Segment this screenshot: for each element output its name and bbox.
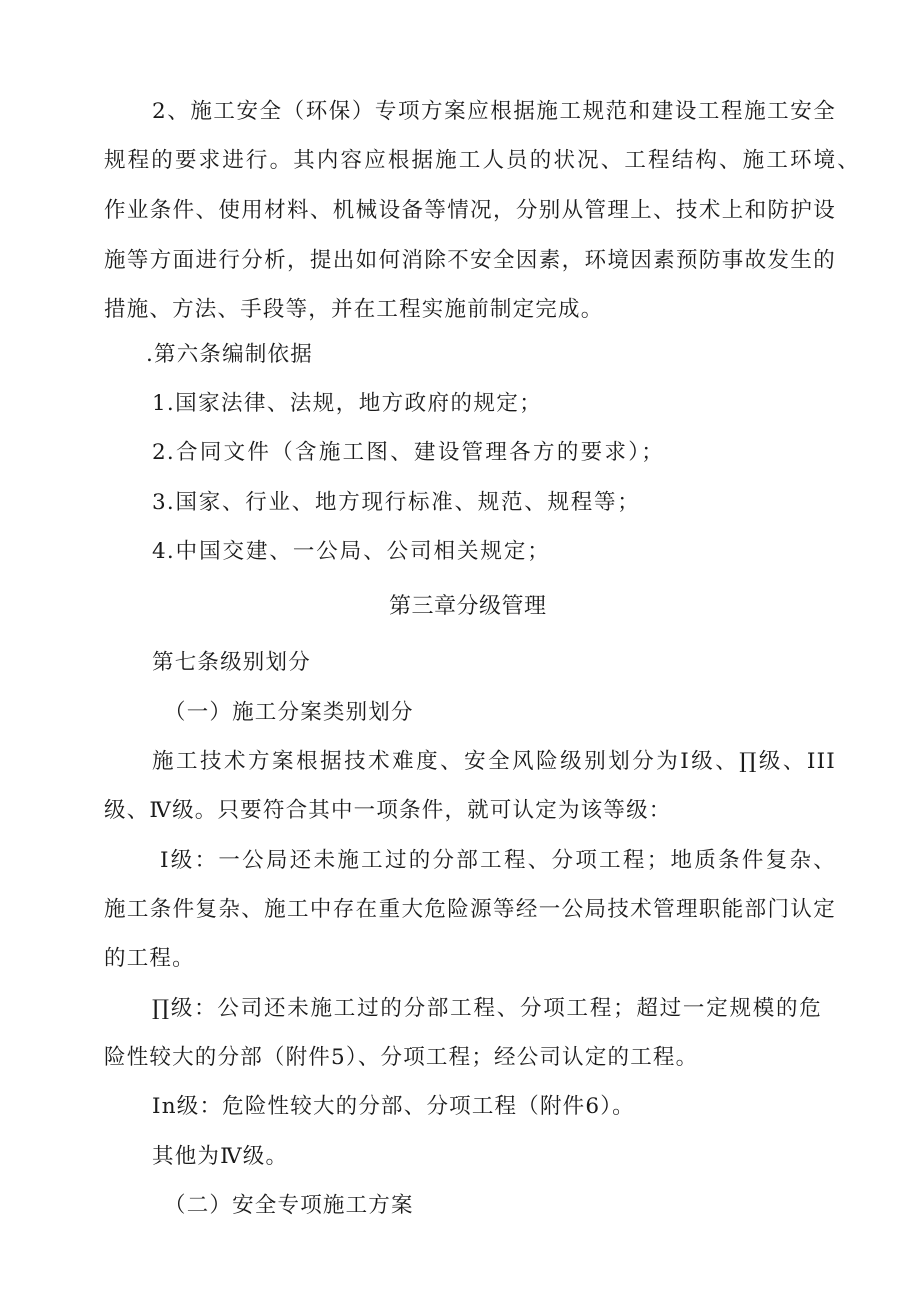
paragraph-line: ∏级：公司还未施工过的分部工程、分项工程；超过一定规模的危 [152,996,822,1021]
paragraph-line: Ⅰ级：一公局还未施工过的分部工程、分项工程；地质条件复杂、 [160,848,836,873]
paragraph-line: 的工程。 [104,946,195,971]
paragraph-line: 险性较大的分部（附件5）、分项工程；经公司认定的工程。 [104,1045,699,1070]
list-item: 1.国家法律、法规，地方政府的规定； [152,391,542,416]
paragraph-line: 措施、方法、手段等，并在工程实施前制定完成。 [104,297,604,322]
article-heading: 第七条级别划分 [152,650,311,675]
paragraph-line: In级：危险性较大的分部、分项工程（附件6）。 [152,1094,635,1119]
paragraph-line: 规程的要求进行。其内容应根据施工人员的状况、工程结构、施工环境、 [104,148,860,173]
section-heading: （一）施工分案类别划分 [164,700,414,725]
paragraph-line: 作业条件、使用材料、机械设备等情况，分别从管理上、技术上和防护设 [104,198,836,223]
list-item: 4.中国交建、一公局、公司相关规定； [152,539,550,564]
article-heading: .第六条编制依据 [146,342,313,367]
chapter-title: 第三章分级管理 [389,594,547,619]
paragraph-line: 施工条件复杂、施工中存在重大危险源等经一公局技术管理职能部门认定 [104,897,836,922]
paragraph-line: 施工技术方案根据技术难度、安全风险级别划分为Ⅰ级、∏级、III [152,749,836,774]
paragraph-line: 级、Ⅳ级。只要符合其中一项条件，就可认定为该等级： [104,798,672,823]
list-item: 2.合同文件（含施工图、建设管理各方的要求）； [152,440,664,465]
paragraph-line: 施等方面进行分析，提出如何消除不安全因素，环境因素预防事故发生的 [104,248,836,273]
paragraph-line: 其他为Ⅳ级。 [152,1144,289,1169]
list-item: 3.国家、行业、地方现行标准、规范、规程等； [152,490,640,515]
section-heading: （二）安全专项施工方案 [164,1193,414,1218]
paragraph-line: 2、施工安全（环保）专项方案应根据施工规范和建设工程施工安全 [152,99,836,124]
